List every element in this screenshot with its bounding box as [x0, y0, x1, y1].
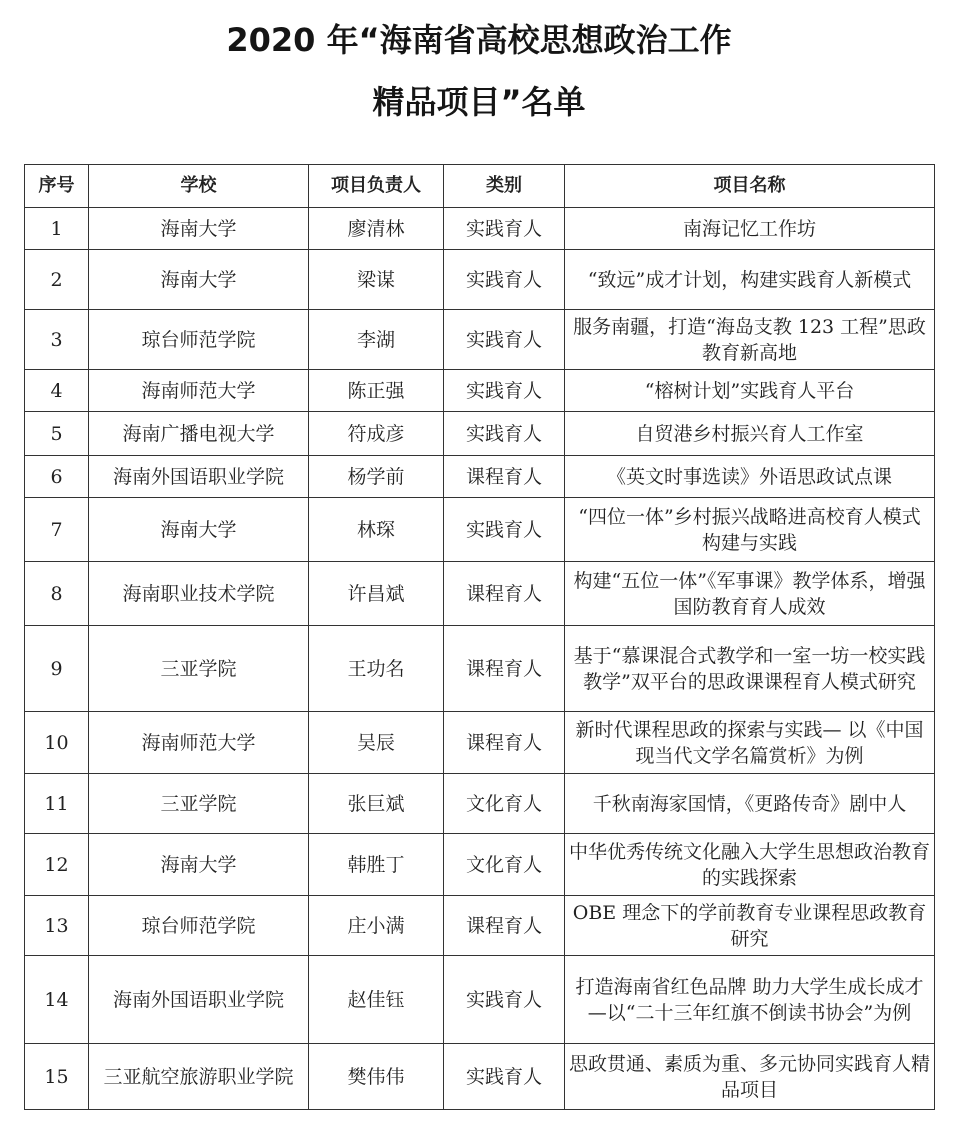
cell-category: 课程育人	[444, 712, 565, 774]
header-project: 项目名称	[565, 165, 935, 208]
cell-no: 3	[25, 310, 89, 370]
table-row	[25, 412, 935, 456]
header-lead: 项目负责人	[309, 165, 444, 208]
cell-category: 实践育人	[444, 250, 565, 310]
cell-project: 《英文时事选读》外语思政试点课	[565, 456, 935, 498]
cell-project: 自贸港乡村振兴育人工作室	[565, 412, 935, 456]
cell-project: OBE 理念下的学前教育专业课程思政教育研究	[565, 896, 935, 956]
cell-school: 海南师范大学	[89, 370, 309, 412]
cell-school: 琼台师范学院	[89, 896, 309, 956]
table-row	[25, 250, 935, 310]
cell-lead: 杨学前	[309, 456, 444, 498]
cell-category: 实践育人	[444, 498, 565, 562]
table-row	[25, 712, 935, 774]
cell-project: 思政贯通、素质为重、多元协同实践育人精品项目	[565, 1044, 935, 1110]
cell-category: 实践育人	[444, 370, 565, 412]
cell-category: 课程育人	[444, 626, 565, 712]
cell-no: 15	[25, 1044, 89, 1110]
cell-lead: 陈正强	[309, 370, 444, 412]
cell-no: 5	[25, 412, 89, 456]
cell-school: 琼台师范学院	[89, 310, 309, 370]
table-row	[25, 498, 935, 562]
table-row	[25, 562, 935, 626]
cell-no: 9	[25, 626, 89, 712]
cell-school: 海南外国语职业学院	[89, 456, 309, 498]
cell-lead: 韩胜丁	[309, 834, 444, 896]
cell-no: 12	[25, 834, 89, 896]
cell-project: 打造海南省红色品牌 助力大学生成长成才—以“二十三年红旗不倒读书协会”为例	[565, 956, 935, 1044]
cell-school: 海南大学	[89, 250, 309, 310]
cell-school: 三亚学院	[89, 774, 309, 834]
header-no: 序号	[25, 165, 89, 208]
header-category: 类别	[444, 165, 565, 208]
cell-lead: 林琛	[309, 498, 444, 562]
cell-school: 海南职业技术学院	[89, 562, 309, 626]
table-row	[25, 896, 935, 956]
cell-school: 海南广播电视大学	[89, 412, 309, 456]
cell-lead: 赵佳钰	[309, 956, 444, 1044]
cell-project: 构建“五位一体”《军事课》教学体系，增强国防教育育人成效	[565, 562, 935, 626]
table-header-row	[25, 165, 935, 208]
table-row	[25, 208, 935, 250]
cell-category: 实践育人	[444, 310, 565, 370]
cell-no: 14	[25, 956, 89, 1044]
cell-category: 文化育人	[444, 834, 565, 896]
cell-project: 千秋南海家国情，《更路传奇》剧中人	[565, 774, 935, 834]
table-row	[25, 626, 935, 712]
cell-project: 新时代课程思政的探索与实践— 以《中国现当代文学名篇赏析》为例	[565, 712, 935, 774]
cell-school: 海南师范大学	[89, 712, 309, 774]
header-school: 学校	[89, 165, 309, 208]
cell-project: 基于“慕课混合式教学和一室一坊一校实践教学”双平台的思政课课程育人模式研究	[565, 626, 935, 712]
cell-school: 海南大学	[89, 498, 309, 562]
cell-no: 10	[25, 712, 89, 774]
table-row	[25, 310, 935, 370]
cell-no: 11	[25, 774, 89, 834]
cell-school: 海南外国语职业学院	[89, 956, 309, 1044]
project-list-table	[24, 164, 935, 1110]
cell-lead: 张巨斌	[309, 774, 444, 834]
cell-project: “致远”成才计划，构建实践育人新模式	[565, 250, 935, 310]
cell-no: 8	[25, 562, 89, 626]
cell-lead: 许昌斌	[309, 562, 444, 626]
cell-category: 课程育人	[444, 896, 565, 956]
table-row	[25, 956, 935, 1044]
cell-lead: 廖清林	[309, 208, 444, 250]
cell-no: 13	[25, 896, 89, 956]
cell-category: 课程育人	[444, 562, 565, 626]
table-row	[25, 1044, 935, 1110]
cell-lead: 樊伟伟	[309, 1044, 444, 1110]
table-row	[25, 370, 935, 412]
page-title-line-1: 2020 年“海南省高校思想政治工作	[226, 21, 732, 59]
cell-lead: 符成彦	[309, 412, 444, 456]
cell-category: 实践育人	[444, 208, 565, 250]
cell-lead: 吴辰	[309, 712, 444, 774]
cell-no: 7	[25, 498, 89, 562]
cell-no: 6	[25, 456, 89, 498]
cell-lead: 李湖	[309, 310, 444, 370]
table-row	[25, 456, 935, 498]
cell-school: 三亚航空旅游职业学院	[89, 1044, 309, 1110]
cell-project: 服务南疆，打造“海岛支教 123 工程”思政教育新高地	[565, 310, 935, 370]
page-title-line-2: 精品项目”名单	[372, 83, 586, 121]
table-row	[25, 834, 935, 896]
cell-lead: 梁谋	[309, 250, 444, 310]
cell-project: 中华优秀传统文化融入大学生思想政治教育的实践探索	[565, 834, 935, 896]
cell-project: “榕树计划”实践育人平台	[565, 370, 935, 412]
cell-no: 4	[25, 370, 89, 412]
cell-category: 文化育人	[444, 774, 565, 834]
cell-category: 实践育人	[444, 956, 565, 1044]
cell-project: “四位一体”乡村振兴战略进高校育人模式构建与实践	[565, 498, 935, 562]
cell-lead: 庄小满	[309, 896, 444, 956]
cell-lead: 王功名	[309, 626, 444, 712]
cell-project: 南海记忆工作坊	[565, 208, 935, 250]
cell-category: 实践育人	[444, 1044, 565, 1110]
cell-no: 2	[25, 250, 89, 310]
cell-school: 海南大学	[89, 834, 309, 896]
cell-category: 课程育人	[444, 456, 565, 498]
cell-category: 实践育人	[444, 412, 565, 456]
cell-no: 1	[25, 208, 89, 250]
cell-school: 三亚学院	[89, 626, 309, 712]
table-row	[25, 774, 935, 834]
cell-school: 海南大学	[89, 208, 309, 250]
